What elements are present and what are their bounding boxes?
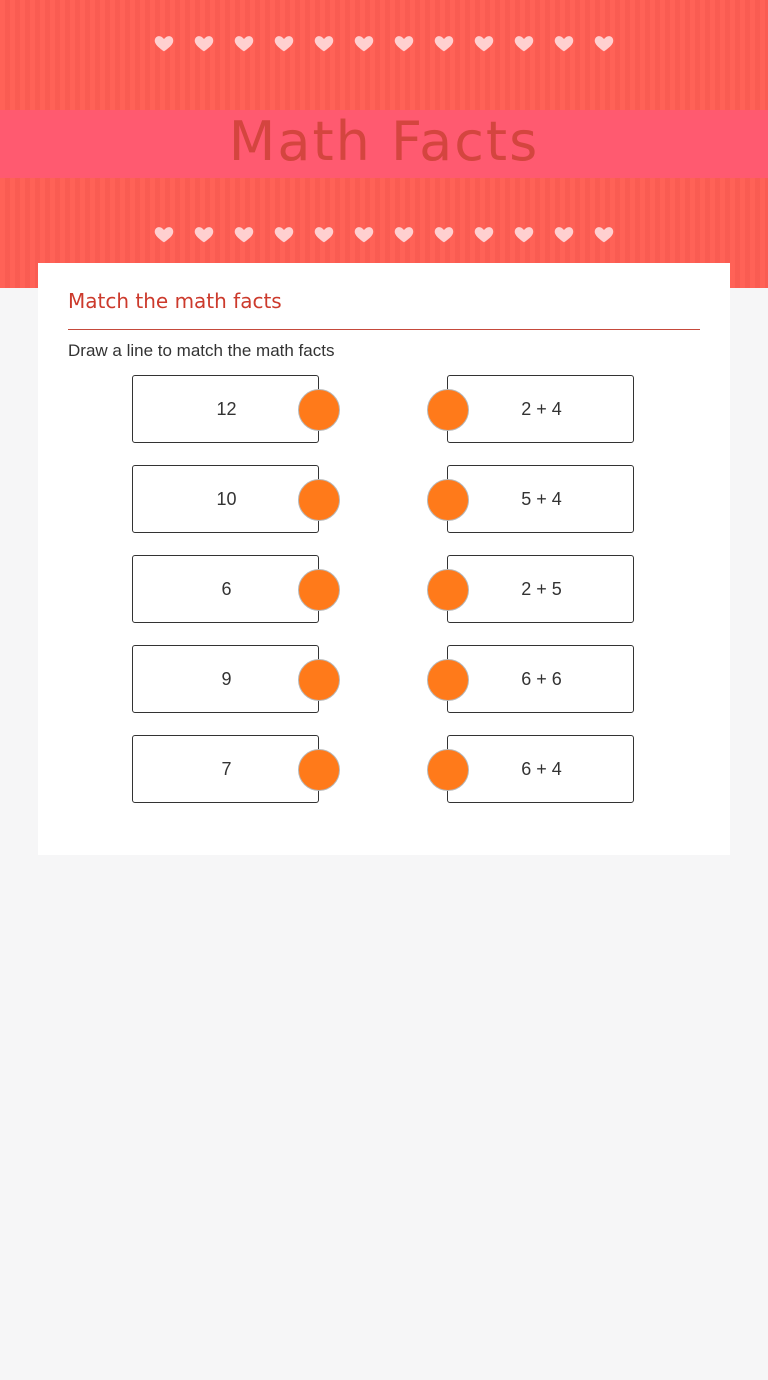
match-right-box	[447, 555, 634, 623]
heart-icon	[433, 223, 455, 245]
heart-icon	[153, 32, 175, 54]
heart-icon	[513, 32, 535, 54]
heart-icon	[393, 223, 415, 245]
heart-icon	[473, 223, 495, 245]
heart-icon	[473, 32, 495, 54]
heart-icon	[593, 223, 615, 245]
heart-icon	[433, 32, 455, 54]
heart-icon	[553, 32, 575, 54]
heart-icon	[233, 223, 255, 245]
match-left-dot[interactable]	[298, 389, 340, 431]
match-left-label: 7	[221, 759, 232, 779]
heart-icon	[273, 32, 295, 54]
match-right-dot[interactable]	[427, 389, 469, 431]
match-left-box	[132, 555, 319, 623]
heart-row-top	[0, 32, 768, 56]
match-right-label: 5 + 4	[521, 489, 562, 509]
header-banner	[0, 0, 768, 288]
match-left-box	[132, 735, 319, 803]
match-right-box	[447, 645, 634, 713]
heart-icon	[353, 223, 375, 245]
match-left-box	[132, 465, 319, 533]
instruction-text: Draw a line to match the math facts	[68, 341, 335, 360]
match-left-label: 9	[221, 669, 232, 689]
match-right-dot[interactable]	[427, 659, 469, 701]
match-right-box	[447, 735, 634, 803]
worksheet-card	[38, 263, 730, 855]
heart-icon	[393, 32, 415, 54]
heart-row-bottom	[0, 223, 768, 247]
match-right-dot[interactable]	[427, 749, 469, 791]
match-left-label: 10	[216, 489, 237, 509]
heart-icon	[193, 32, 215, 54]
heart-icon	[273, 223, 295, 245]
heart-icon	[233, 32, 255, 54]
match-right-label: 2 + 4	[521, 399, 562, 419]
match-left-label: 12	[216, 399, 237, 419]
match-right-box	[447, 375, 634, 443]
section-title: Match the math facts	[68, 289, 282, 313]
heart-icon	[353, 32, 375, 54]
section-divider	[68, 329, 700, 330]
match-right-label: 6 + 6	[521, 669, 562, 689]
match-right-dot[interactable]	[427, 479, 469, 521]
match-left-box	[132, 375, 319, 443]
heart-icon	[593, 32, 615, 54]
heart-icon	[153, 223, 175, 245]
heart-icon	[313, 32, 335, 54]
match-right-label: 6 + 4	[521, 759, 562, 779]
heart-icon	[193, 223, 215, 245]
match-left-dot[interactable]	[298, 659, 340, 701]
match-left-box	[132, 645, 319, 713]
heart-icon	[513, 223, 535, 245]
match-right-label: 2 + 5	[521, 579, 562, 599]
page-title: Math Facts	[228, 110, 540, 173]
match-right-box	[447, 465, 634, 533]
match-left-dot[interactable]	[298, 569, 340, 611]
heart-icon	[313, 223, 335, 245]
heart-icon	[553, 223, 575, 245]
title-band	[0, 110, 768, 178]
match-left-label: 6	[221, 579, 232, 599]
match-left-dot[interactable]	[298, 479, 340, 521]
match-left-dot[interactable]	[298, 749, 340, 791]
match-right-dot[interactable]	[427, 569, 469, 611]
